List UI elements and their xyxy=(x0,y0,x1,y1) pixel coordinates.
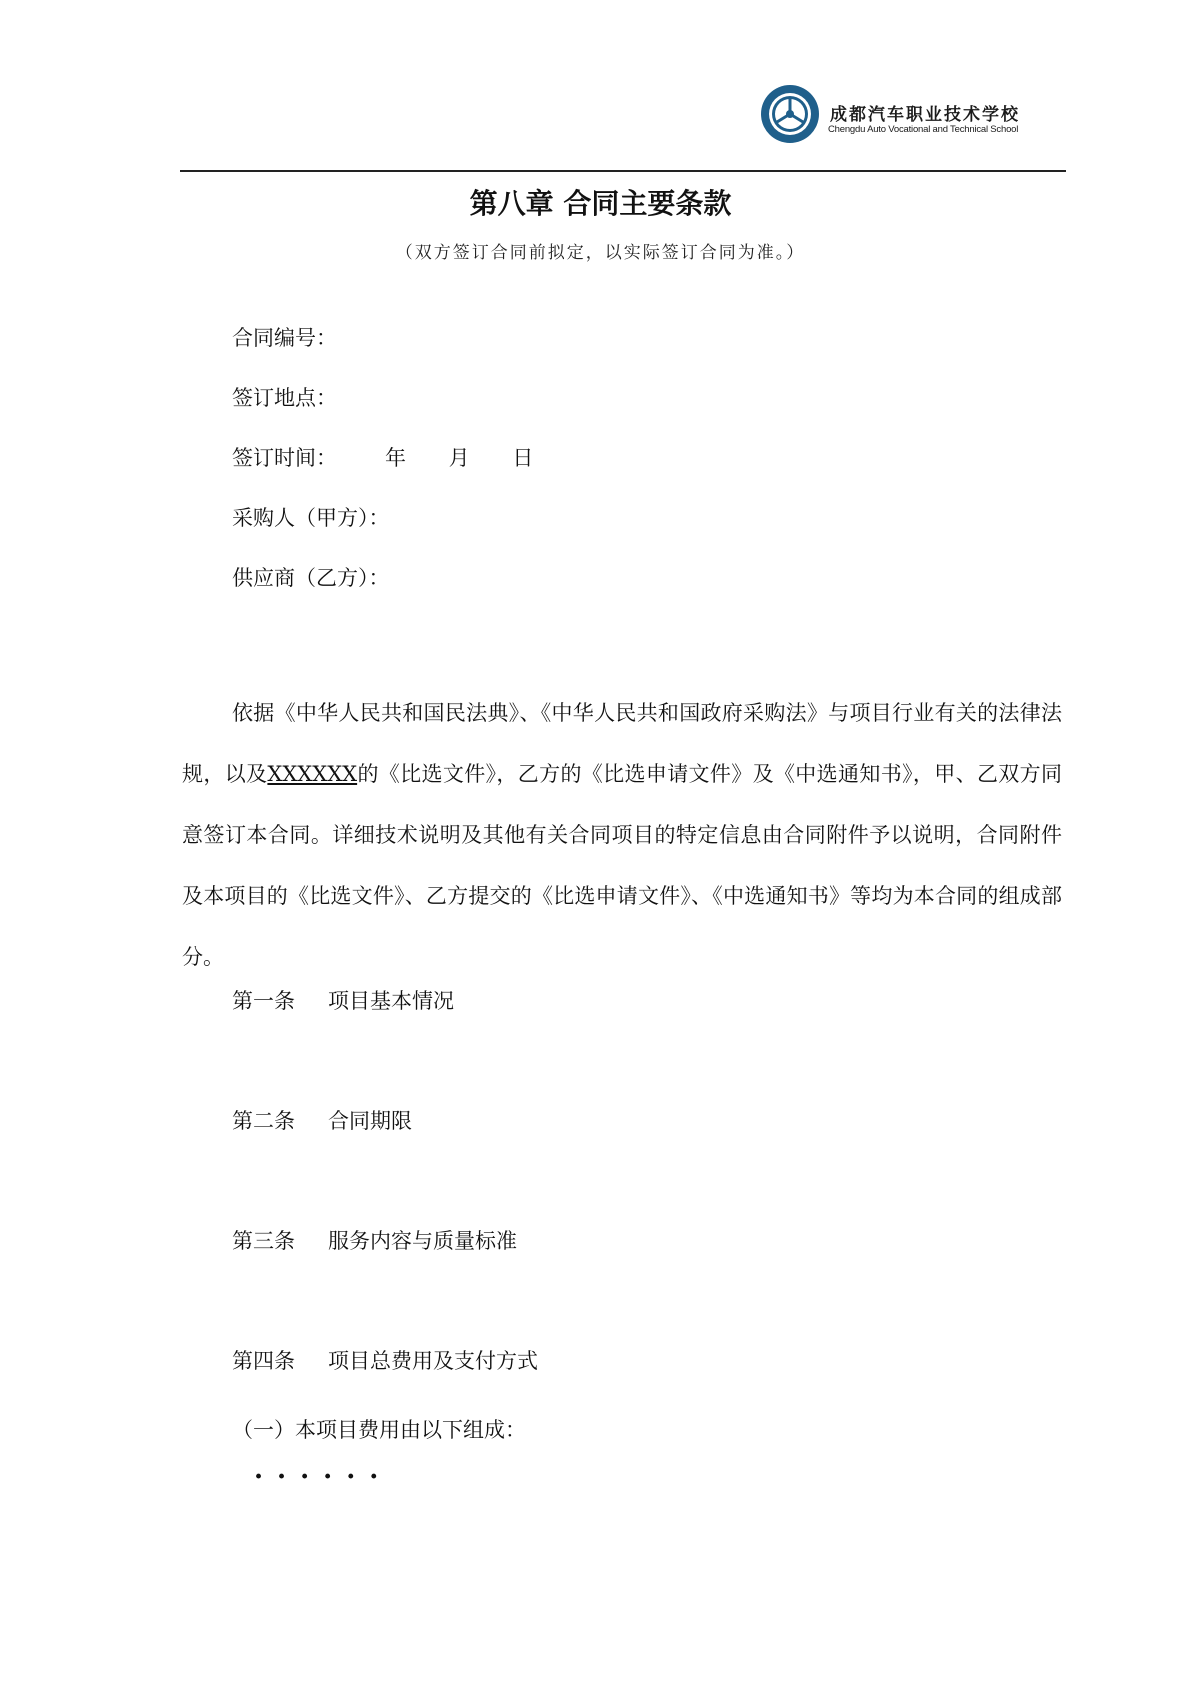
article-3 xyxy=(232,1226,517,1256)
fee-composition-item: （一）本项目费用由以下组成： xyxy=(232,1418,526,1442)
article-1 xyxy=(232,986,454,1016)
contract-number-label: 合同编号： xyxy=(232,326,337,350)
basis-text-before: 依据《中华人民共和国民法典》、《中华人民共和国政府采购法》与项目行业有关的法律法规，以及 xyxy=(182,701,1062,786)
article-4 xyxy=(232,1346,538,1376)
school-emblem-icon xyxy=(760,84,820,144)
article-title: 项目总费用及支付方式 xyxy=(328,1349,538,1373)
chapter-subtitle: （双方签订合同前拟定，以实际签订合同为准。） xyxy=(395,243,806,263)
article-number: 第二条 xyxy=(232,1109,295,1133)
article-number: 第三条 xyxy=(232,1229,295,1253)
buyer-placeholder: XXXXXX xyxy=(267,762,358,786)
article-2 xyxy=(232,1106,412,1136)
chapter-title: 第八章 合同主要条款 xyxy=(469,187,732,220)
sign-time-field xyxy=(232,443,551,473)
supplier-label: 供应商（乙方）： xyxy=(232,566,390,590)
sign-time-date: 年 月 日 xyxy=(385,446,552,470)
school-name-cn: 成都汽车职业技术学校 xyxy=(830,105,1020,125)
buyer-label: 采购人（甲方）： xyxy=(232,506,390,530)
article-title: 项目基本情况 xyxy=(328,989,454,1013)
sign-place-label: 签订地点： xyxy=(232,386,337,410)
contract-basis-paragraph xyxy=(182,683,1062,988)
sign-time-label: 签订时间： xyxy=(232,446,337,470)
article-title: 合同期限 xyxy=(328,1109,412,1133)
header-divider xyxy=(180,170,1066,172)
article-number: 第一条 xyxy=(232,989,295,1013)
sign-place-field xyxy=(232,383,337,413)
article-number: 第四条 xyxy=(232,1349,295,1373)
contract-number-field xyxy=(232,323,337,353)
basis-text-after: 的《比选文件》，乙方的《比选申请文件》及《中选通知书》，甲、乙双方同意签订本合同。详细技术说明及其他有关合同项目的特定信息由合同附件予以说明，合同附件及本项目的《比选文件》、乙方提交的《比选申请文件》、《中选通知书》等均为本合同的组成部分。 xyxy=(182,762,1063,969)
continuation-ellipsis: ······ xyxy=(254,1462,393,1492)
school-logo xyxy=(760,84,1070,146)
buyer-field xyxy=(232,503,390,533)
school-name-en: Chengdu Auto Vocational and Technical School xyxy=(828,124,1019,135)
article-title: 服务内容与质量标准 xyxy=(328,1229,517,1253)
supplier-field xyxy=(232,563,390,593)
